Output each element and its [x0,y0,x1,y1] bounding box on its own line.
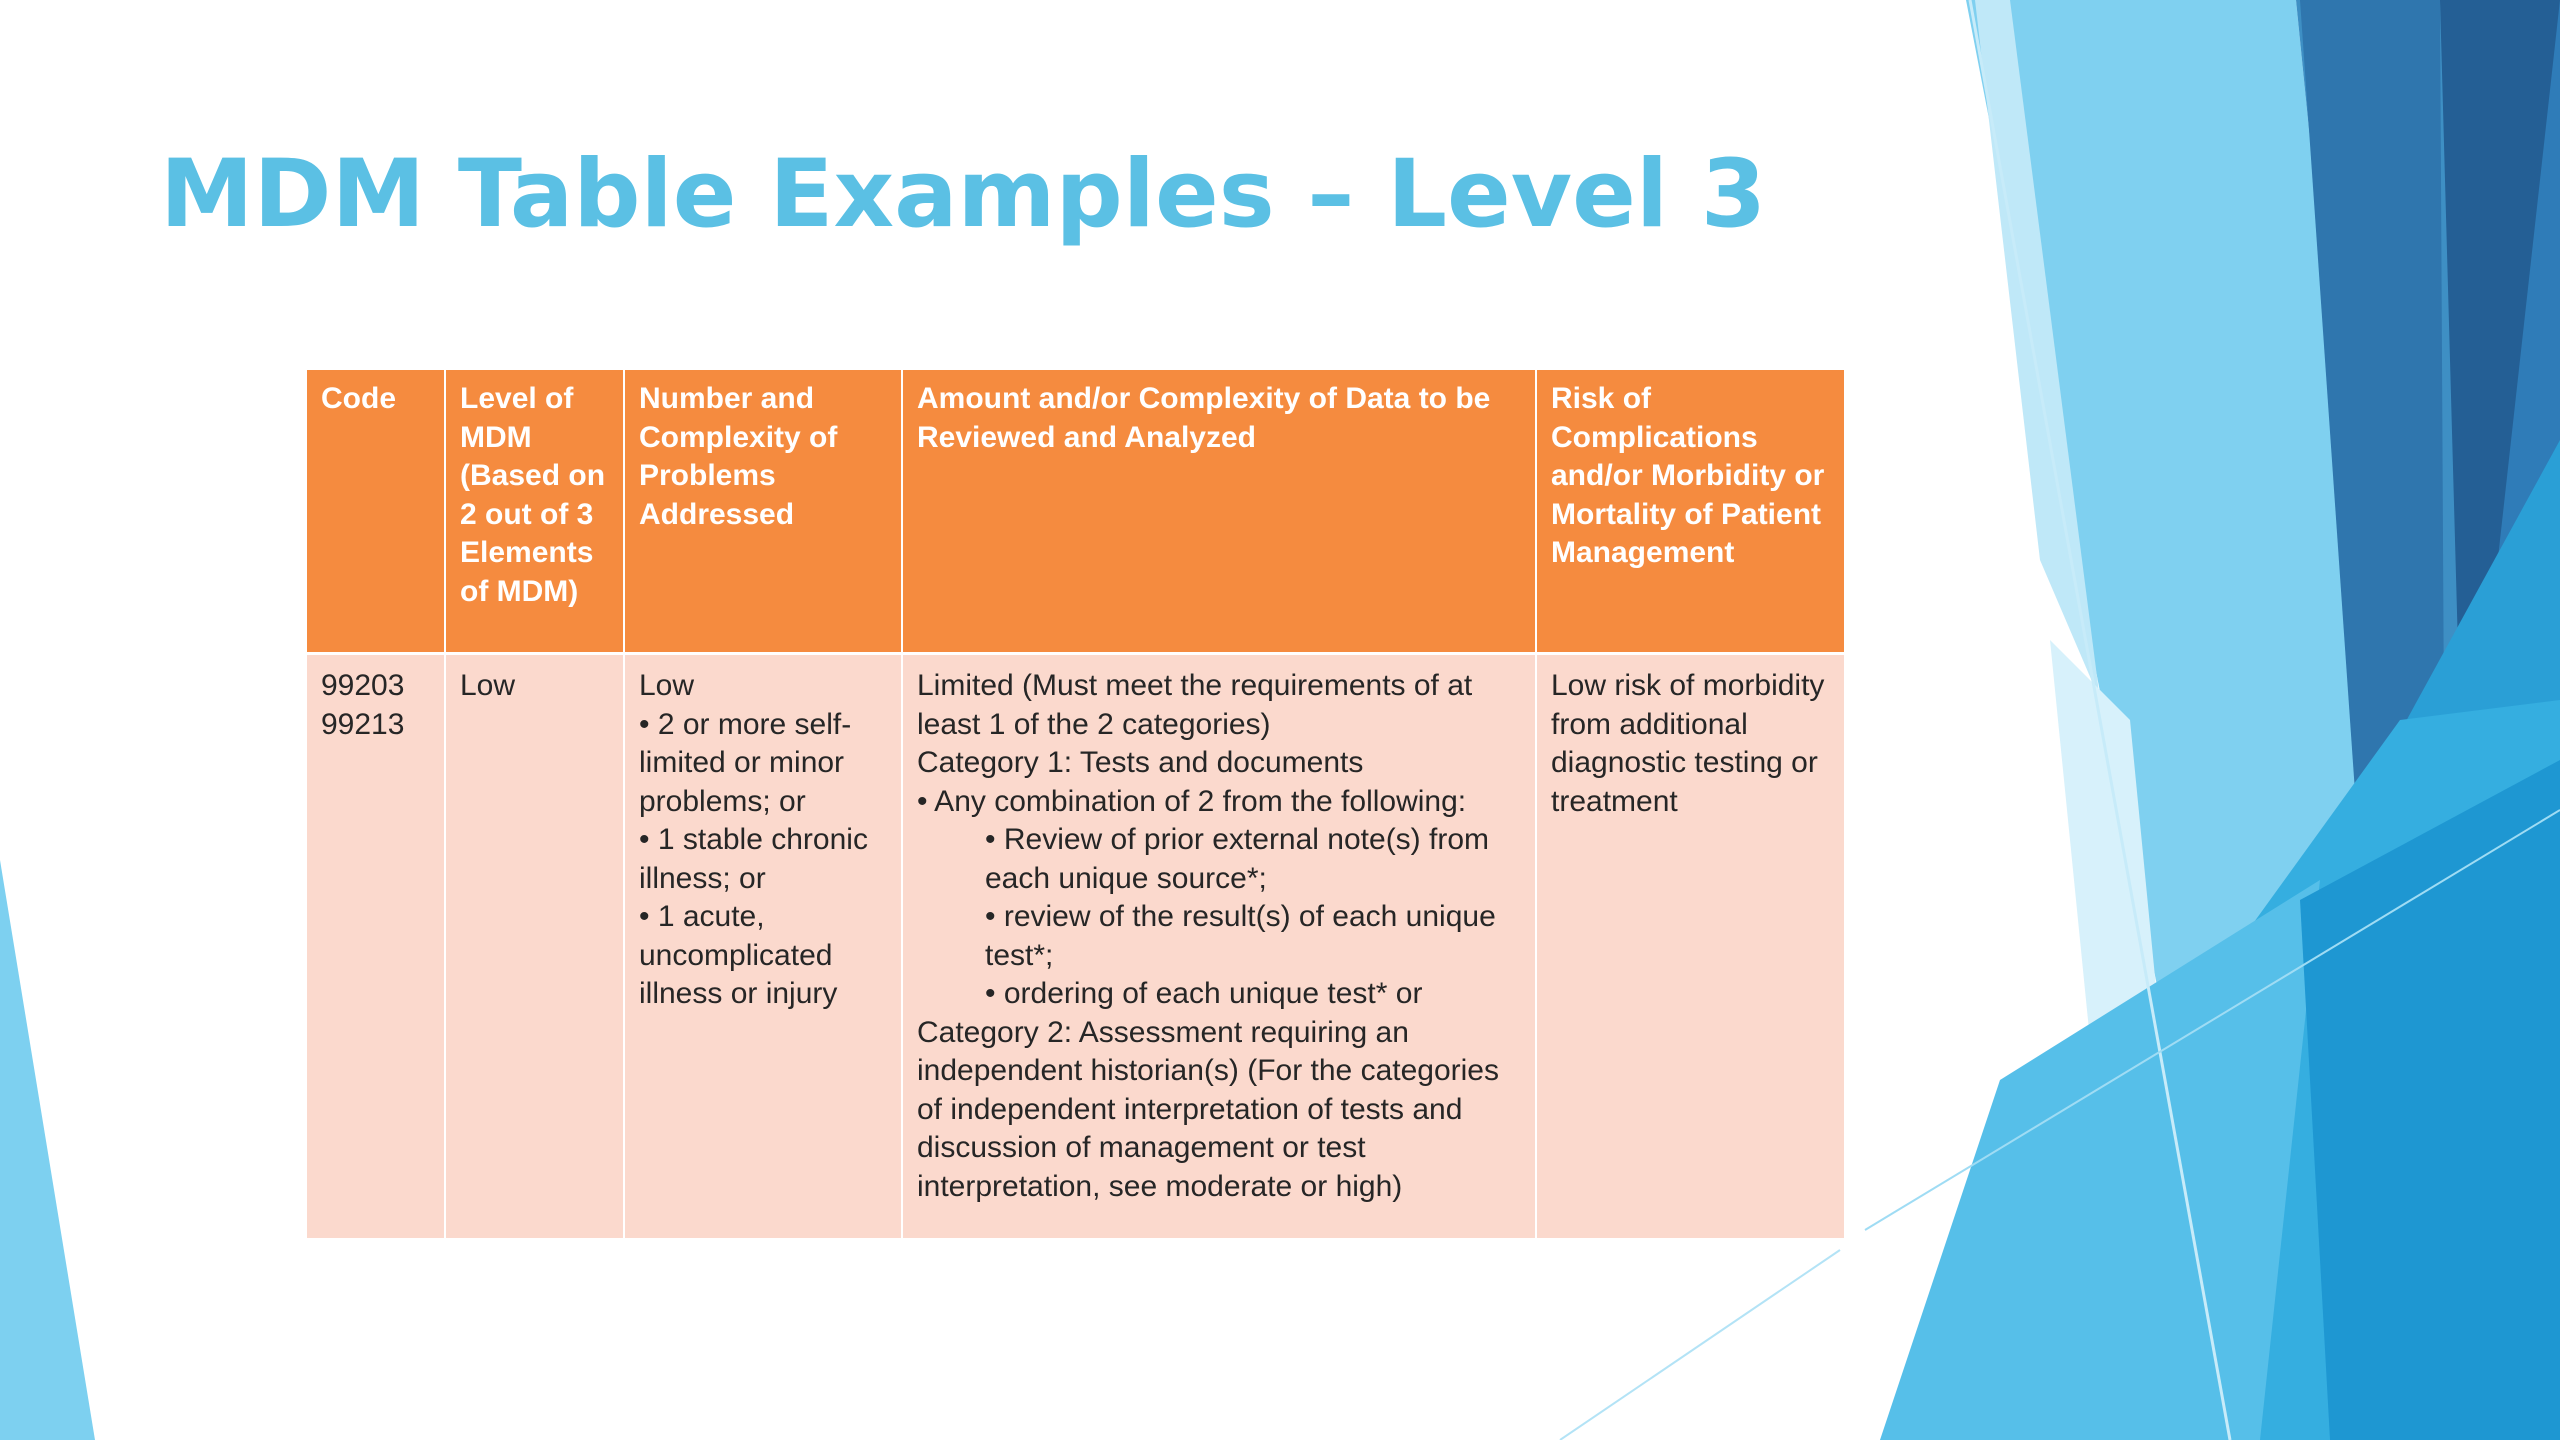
header-risk: Risk of Complications and/or Morbidity or Mortality of Patient Management [1536,370,1844,654]
cell-code [307,654,445,1239]
problems-item: • 1 stable chronic illness; or [639,823,868,895]
mdm-table [307,370,1844,1238]
problems-item: • 2 or more self-limited or minor problems; or [639,707,852,818]
code-line: 99203 [321,669,405,702]
data-sub-item: • review of the result(s) of each unique test*; [985,900,1496,972]
data-sub-item: • ordering of each unique test* or [985,977,1423,1010]
header-code: Code [307,370,445,654]
data-category-2: Category 2: Assessment requiring an independent historian(s) (For the categories of independent interpretation of tests and discussion of management or test interpretation, see moderate or high) [917,1015,1499,1203]
cell-risk: Low risk of morbidity from additional diagnostic testing or treatment [1536,654,1844,1239]
data-sub-item: • Review of prior external note(s) from each unique source*; [985,823,1490,895]
header-level-of-mdm: Level of MDM (Based on 2 out of 3 Elements of MDM) [445,370,624,654]
code-line: 99213 [321,707,405,741]
header-problems: Number and Complexity of Problems Addressed [624,370,902,654]
table-row [307,654,1844,1239]
data-intro: Limited (Must meet the requirements of at least 1 of the 2 categories) [917,669,1473,741]
problems-item: • 1 acute, uncomplicated illness or injury [639,900,838,1010]
data-category-1: Category 1: Tests and documents [917,746,1364,779]
cell-level: Low [445,654,624,1239]
data-combo: • Any combination of 2 from the following: [917,784,1467,818]
problems-heading: Low [639,669,695,702]
cell-problems [624,654,902,1239]
cell-data [902,654,1536,1239]
header-data: Amount and/or Complexity of Data to be Reviewed and Analyzed [902,370,1536,654]
table-header-row [307,370,1844,654]
slide-title: MDM Table Examples – Level 3 [160,140,1767,249]
